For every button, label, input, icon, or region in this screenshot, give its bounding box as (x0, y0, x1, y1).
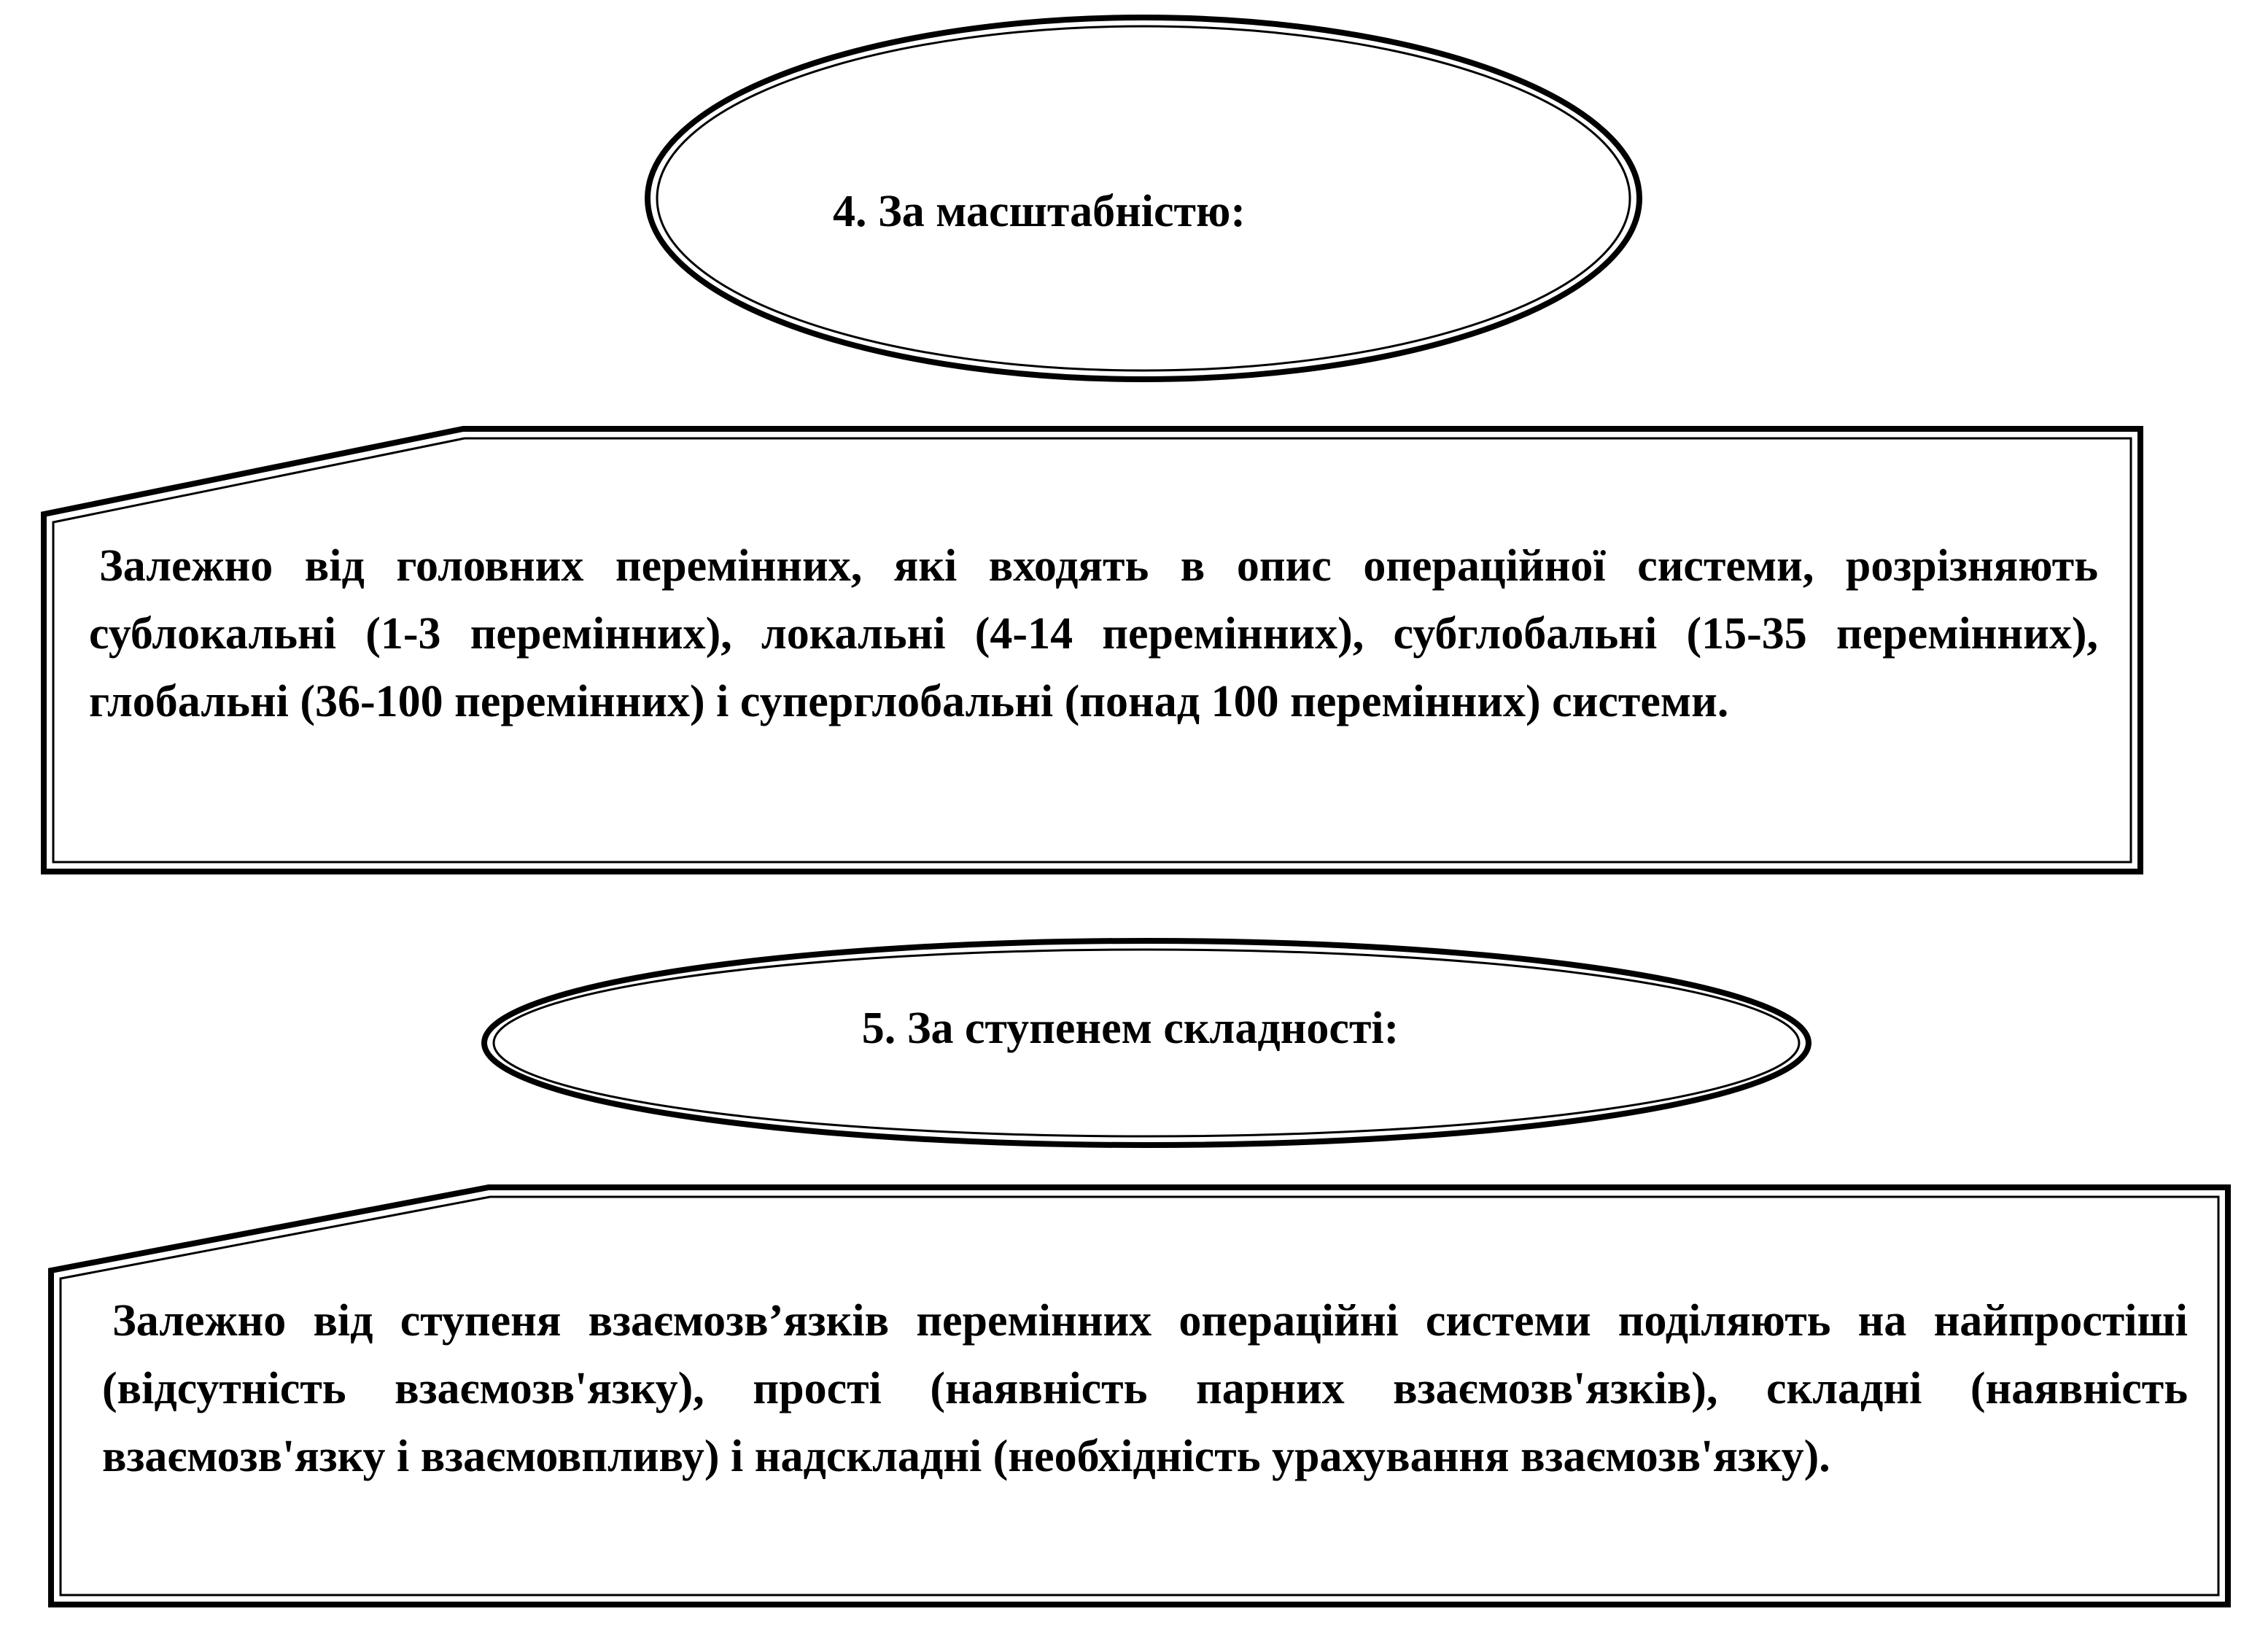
section-5-title: 5. За ступенем складності: (861, 1004, 1399, 1053)
section-4-title: 4. За масштабністю: (832, 187, 1246, 236)
section-5-text: Залежно від ступеня взаємозв’язків перемінних операційні системи поділяють на найпростіші (відсутність взаємозв'язку), прості (наявність парних взаємозв'язків), складні (наявність взаємозв'язку і взаємовпливу) і надскладні (необхідність урахування взаємозв'язку). (102, 1296, 2188, 1481)
section-4-text: Залежно від головних перемінних, які входять в опис операційної системи, розрізняють сублокальні (1-3 перемінних), локальні (4-14 перемінних), субглобальні (15-35 перемінних), глобальні (36-100 перемінних) і суперглобальні (понад 100 перемінних) системи. (89, 541, 2098, 726)
